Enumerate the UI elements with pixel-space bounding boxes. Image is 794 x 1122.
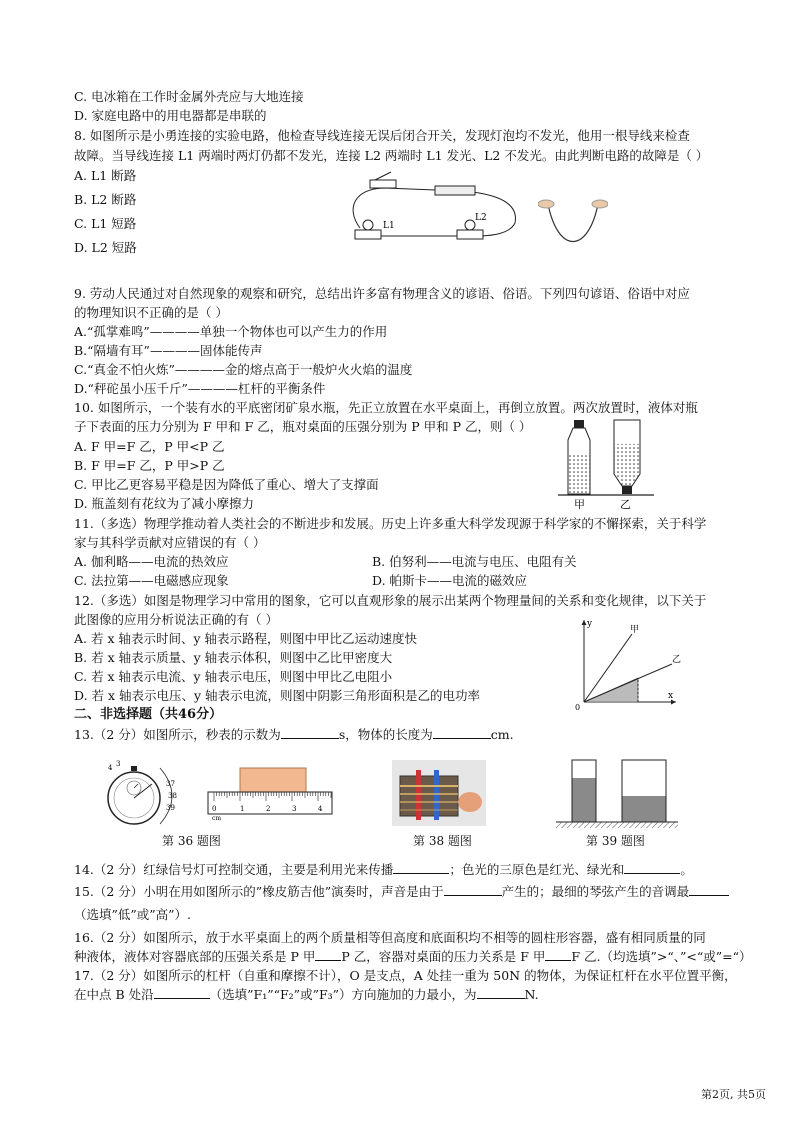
q14-blank-2[interactable] — [624, 861, 680, 874]
q14-text-3: 。 — [680, 862, 693, 877]
ruler-tick-0: 0 — [212, 805, 217, 813]
bulb-l1-icon — [355, 230, 381, 239]
stopwatch-label-39: 39 — [166, 804, 175, 812]
q9-option-b: B.“隔墙有耳”————固体能传声 — [74, 343, 263, 358]
q17-stem-line1: 17.（2 分）如图所示的杠杆（自重和摩擦不计），O 是支点，A 处挂一重为 50N 的物体，为保证杠杆在水平位置平衡， — [74, 968, 737, 983]
battery-icon — [435, 186, 475, 195]
q13-text-3: cm. — [490, 727, 514, 742]
q16-blank-1[interactable] — [315, 948, 341, 961]
q16-text-3: F 乙.（均选填”>“、”<“或”=“） — [571, 949, 752, 964]
q17-blank-1[interactable] — [154, 986, 210, 999]
bottle-jia-label: 甲 — [574, 498, 585, 510]
q17-stem-line2 — [74, 985, 539, 1004]
q9-option-a: A.“孤掌难鸣”————单独一个物体也可以产生力的作用 — [74, 324, 388, 339]
q10-stem-line2: 子下表面的压力分别为 F 甲和 F 乙，瓶对桌面的压强分别为 P 甲和 P 乙，则（ ） — [74, 419, 532, 434]
stopwatch-figure — [94, 758, 194, 828]
bulb-l2-icon — [457, 230, 483, 239]
q9-stem-line2: 的物理知识不正确的是（ ） — [74, 305, 228, 320]
q8-option-a: A. L1 断路 — [74, 168, 137, 183]
rubber-band-guitar-figure — [392, 760, 486, 826]
q11-option-c: C. 法拉第——电磁感应现象 — [74, 573, 229, 588]
caption-fig39: 第 39 题图 — [586, 834, 645, 848]
caption-fig36: 第 36 题图 — [162, 834, 221, 848]
q10-option-a: A. F 甲=F 乙，P 甲<P 乙 — [74, 439, 225, 454]
q12-option-c: C. 若 x 轴表示电流、y 轴表示电压，则图中甲比乙电阻小 — [74, 669, 393, 684]
q14-text-2: ；色光的三原色是红光、绿光和 — [449, 862, 625, 877]
q11-option-a: A. 伽利略——电流的热效应 — [74, 554, 229, 569]
q17-blank-2[interactable] — [477, 986, 525, 999]
stopwatch-label-3: 3 — [116, 760, 121, 768]
q15-blank-1[interactable] — [444, 883, 502, 896]
containers-figure — [552, 758, 682, 830]
q9-option-c: C.“真金不怕火炼”————金的熔点高于一般炉火火焰的温度 — [74, 362, 413, 377]
q16-stem-line1: 16.（2 分）如图所示，放于水平桌面上的两个质量相等但高度和底面积均不相等的圆柱形容器，盛有相同质量的同 — [74, 930, 706, 945]
bulb-l2-label: L2 — [475, 213, 487, 223]
ruler-tick-3: 3 — [292, 805, 297, 813]
q12-stem-line1: 12.（多选）如图是物理学习中常用的图象，它可以直观形象的展示出某两个物理量间的关系和变化规律，以下关于 — [74, 593, 707, 608]
q9-stem-line1: 9. 劳动人民通过对自然现象的观察和研究，总结出许多富有物理含义的谚语、俗语。下列四句谚语、俗语中对应 — [74, 286, 690, 301]
q15-stem-line2: （选填”低”或”高”）. — [74, 907, 192, 922]
q15-text-1: 15.（2 分）小明在用如图所示的”橡皮筋吉他”演奏时，声音是由于 — [74, 884, 444, 899]
q11-option-b: B. 伯努利——电流与电压、电阻有关 — [372, 554, 577, 569]
q15-text-2: 产生的；最细的琴弦产生的音调最 — [501, 884, 690, 899]
q8-stem-line1: 8. 如图所示是小勇连接的实验电路，他检查导线连接无误后闭合开关，发现灯泡均不发光，他用一根导线来检查 — [74, 128, 690, 143]
graph-jia-label: 甲 — [630, 625, 640, 635]
q16-text-2: P 乙，容器对桌面的压力关系是 F 甲 — [341, 949, 546, 964]
q8-option-d: D. L2 短路 — [74, 240, 137, 255]
graph-y-label: y — [587, 619, 593, 629]
q17-text-3: N. — [524, 987, 539, 1002]
hand-icon — [458, 792, 482, 812]
q16-stem-line2 — [74, 947, 752, 966]
q9-option-d: D.“秤砣虽小压千斤”————杠杆的平衡条件 — [74, 381, 326, 396]
q13-blank-2[interactable] — [433, 726, 491, 739]
graph-figure — [572, 616, 682, 711]
q12-option-d: D. 若 x 轴表示电压、y 轴表示电流，则图中阴影三角形面积是乙的电功率 — [74, 688, 481, 703]
q12-stem-line2: 此图像的应用分析说法正确的有（ ） — [74, 612, 278, 627]
q10-stem-line1: 10. 如图所示，一个装有水的平底密闭矿泉水瓶，先正立放置在水平桌面上，再倒立放置。两次放置时，液体对瓶 — [74, 400, 698, 415]
q7-option-d: D. 家庭电路中的用电器都是串联的 — [74, 108, 267, 123]
stopwatch-label-38: 38 — [168, 792, 177, 800]
q11-stem-line2: 家与其科学贡献对应错误的有（ ） — [74, 535, 266, 550]
graph-x-label: x — [668, 691, 674, 701]
ruler-tick-1: 1 — [240, 805, 245, 813]
q16-text-1: 种液体，液体对容器底部的压强关系是 P 甲 — [74, 949, 316, 964]
graph-origin-label: 0 — [575, 703, 581, 711]
bulb-l1-label: L1 — [383, 221, 395, 231]
ruler-unit: cm — [212, 815, 222, 822]
q16-blank-2[interactable] — [545, 948, 571, 961]
q17-text-1: 在中点 B 处沿 — [74, 987, 154, 1002]
ruler-figure — [206, 764, 336, 824]
bottles-figure — [556, 418, 656, 510]
caption-fig38: 第 38 题图 — [413, 834, 472, 848]
section-two-heading: 二、非选择题（共46分） — [74, 707, 223, 722]
q8-stem-line2: 故障。当导线连接 L1 两端时两灯仍都不发光，连接 L2 两端时 L1 发光、L2 不发光。由此判断电路的故障是（ ） — [74, 148, 709, 163]
q14-stem — [74, 860, 693, 879]
measured-block — [240, 768, 306, 792]
q10-option-d: D. 瓶盖刻有花纹为了减小摩擦力 — [74, 496, 255, 511]
ruler-tick-4: 4 — [318, 805, 323, 813]
q10-option-b: B. F 甲=F 乙，P 甲>P 乙 — [74, 458, 225, 473]
q12-option-b: B. 若 x 轴表示质量、y 轴表示体积，则图中乙比甲密度大 — [74, 650, 393, 665]
graph-yi-label: 乙 — [672, 655, 682, 665]
test-wire-figure — [538, 194, 608, 254]
q10-option-c: C. 甲比乙更容易平稳是因为降低了重心、增大了支撑面 — [74, 477, 379, 492]
q8-option-b: B. L2 断路 — [74, 192, 137, 207]
q8-option-c: C. L1 短路 — [74, 216, 137, 231]
q11-option-d: D. 帕斯卡——电流的磁效应 — [372, 573, 528, 588]
q11-stem-line1: 11.（多选）物理学推动着人类社会的不断进步和发展。历史上许多重大科学发现源于科学家的不懈探索，关于科学 — [74, 516, 707, 531]
q13-text-1: 13.（2 分）如图所示，秒表的示数为 — [74, 727, 281, 742]
page-number: 第2页, 共5页 — [701, 1088, 766, 1101]
bottle-yi-label: 乙 — [620, 498, 631, 510]
q15-stem-line1 — [74, 882, 729, 901]
switch-icon — [370, 180, 396, 188]
q14-blank-1[interactable] — [393, 861, 449, 874]
q17-text-2: （选填”F₁”“F₂”或”F₃”）方向施加的力最小，为 — [209, 987, 477, 1002]
q12-option-a: A. 若 x 轴表示时间、y 轴表示路程，则图中甲比乙运动速度快 — [74, 631, 418, 646]
ruler-tick-2: 2 — [266, 805, 271, 813]
q7-option-c: C. 电冰箱在工作时金属外壳应与大地连接 — [74, 89, 304, 104]
q14-text-1: 14.（2 分）红绿信号灯可控制交通，主要是利用光来传播 — [74, 862, 394, 877]
q13-text-2: s，物体的长度为 — [338, 727, 433, 742]
circuit-figure — [345, 168, 525, 248]
q13-stem — [74, 725, 514, 744]
bottle-cap-icon — [574, 420, 584, 428]
q13-blank-1[interactable] — [281, 726, 339, 739]
stopwatch-label-4: 4 — [108, 764, 113, 772]
q15-blank-2[interactable] — [689, 883, 729, 896]
stopwatch-label-37: 37 — [166, 780, 175, 788]
